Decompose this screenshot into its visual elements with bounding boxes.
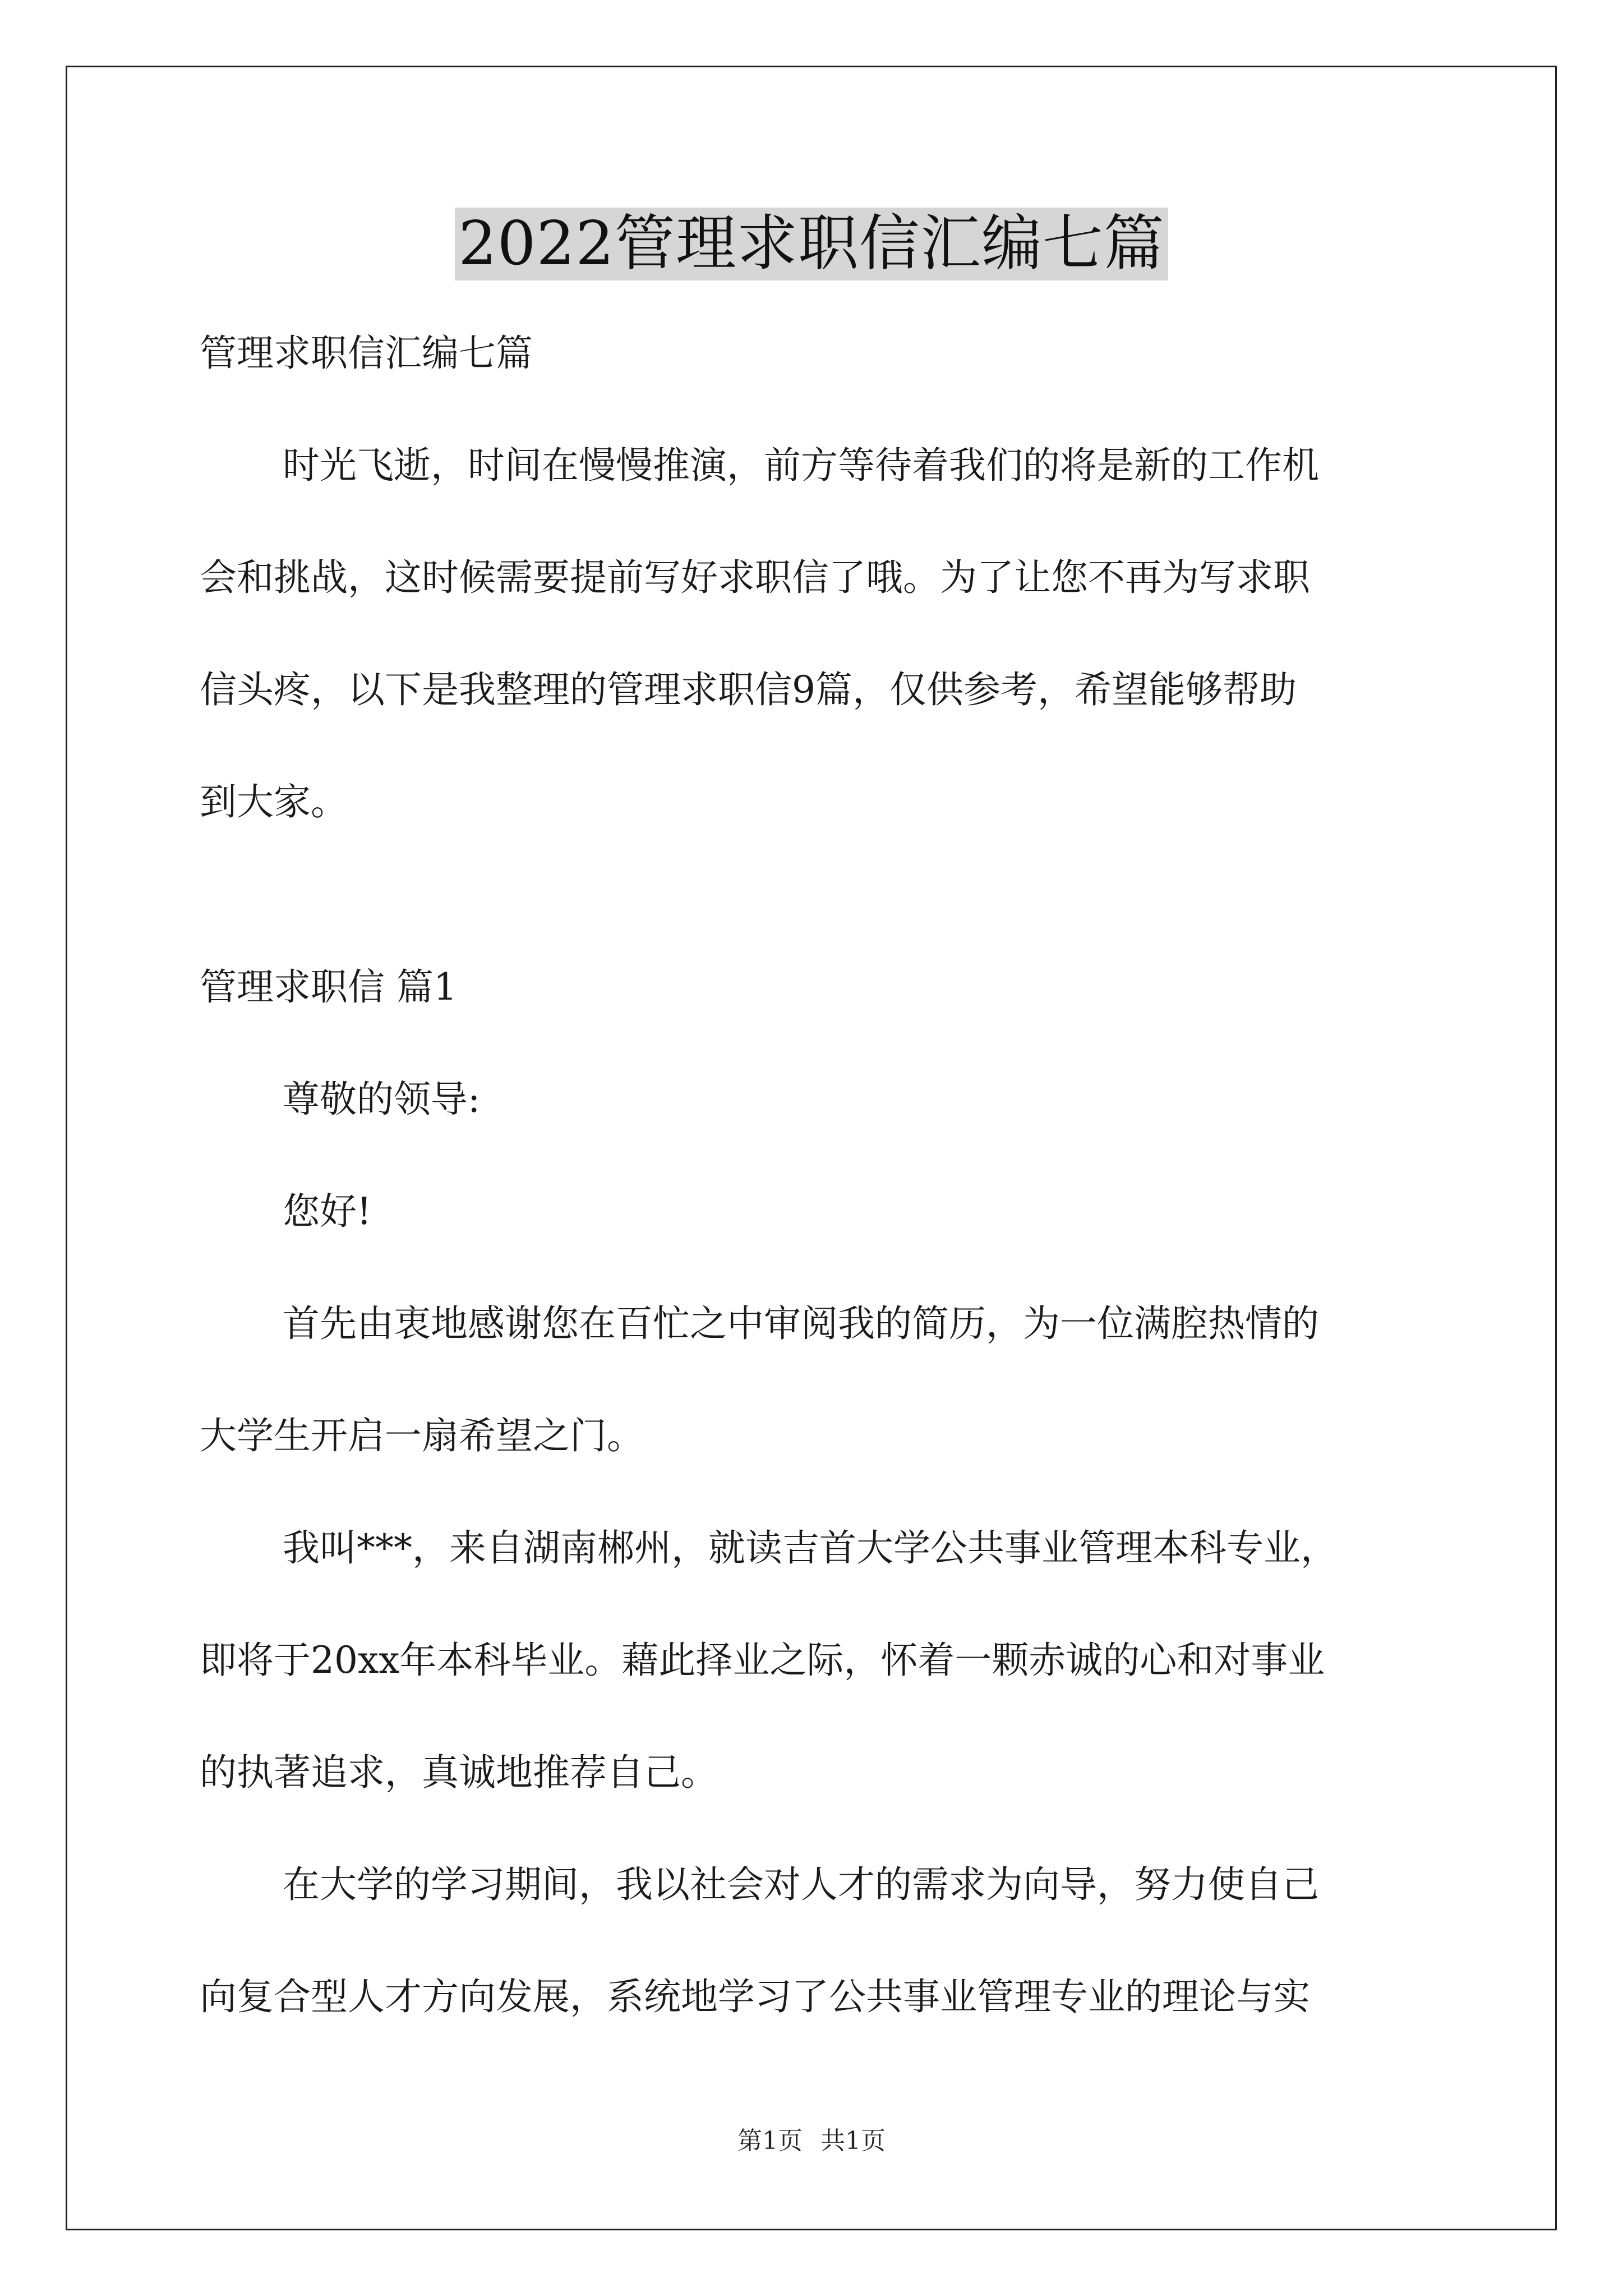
page-number-total: 共1页 [820, 2127, 886, 2155]
paragraph-3-line-1: 在大学的学习期间，我以社会对人才的需求为向导，努力使自己 [283, 1863, 1319, 1906]
page-footer [0, 2120, 1623, 2156]
paragraph-1-line-1: 首先由衷地感谢您在百忙之中审阅我的简历，为一位满腔热情的 [283, 1302, 1319, 1345]
intro-line-2: 会和挑战，这时候需要提前写好求职信了哦。为了让您不再为写求职 [200, 556, 1310, 599]
intro-line-3: 信头疼，以下是我整理的管理求职信9篇，仅供参考，希望能够帮助 [200, 668, 1297, 711]
paragraph-3-line-2: 向复合型人才方向发展，系统地学习了公共事业管理专业的理论与实 [200, 1975, 1310, 2018]
salutation: 尊敬的领导: [283, 1078, 481, 1121]
document-title: 2022管理求职信汇编七篇 [455, 208, 1168, 280]
paragraph-1-line-2: 大学生开启一扇希望之门。 [200, 1414, 644, 1457]
intro-line-4: 到大家。 [200, 780, 348, 823]
paragraph-2-line-2: 即将于20xx年本科毕业。藉此择业之际，怀着一颗赤诚的心和对事业 [200, 1639, 1325, 1682]
page-number-current: 第1页 [737, 2127, 803, 2155]
greeting: 您好! [283, 1190, 372, 1233]
intro-line-1: 时光飞逝，时间在慢慢推演，前方等待着我们的将是新的工作机 [283, 444, 1319, 487]
paragraph-2-line-3: 的执著追求，真诚地推荐自己。 [200, 1751, 718, 1794]
title-wrap [0, 208, 1623, 280]
section-heading: 管理求职信 篇1 [200, 965, 457, 1009]
subtitle: 管理求职信汇编七篇 [200, 332, 533, 375]
paragraph-2-line-1: 我叫***，来自湖南郴州，就读吉首大学公共事业管理本科专业， [283, 1526, 1338, 1570]
